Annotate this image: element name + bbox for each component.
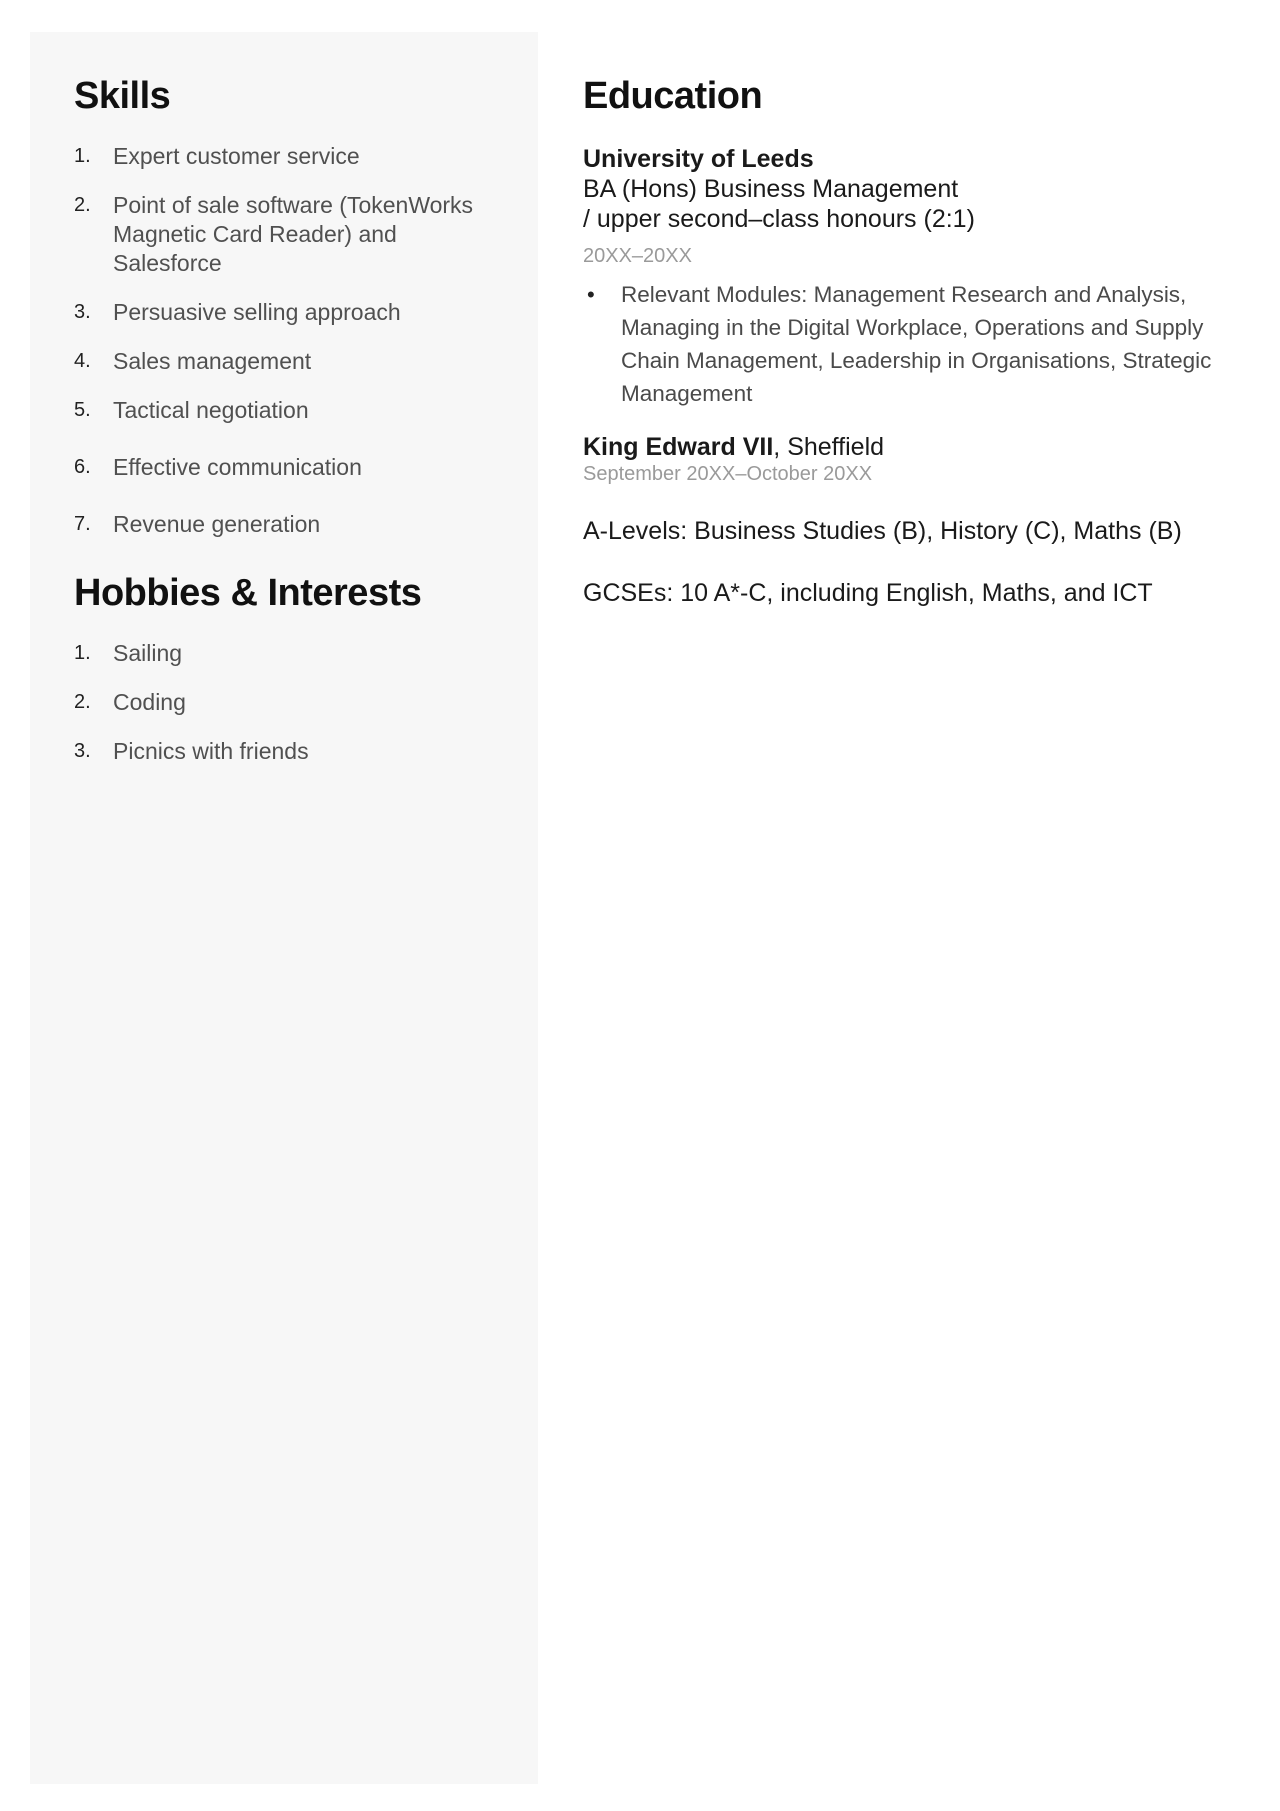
list-item [74,396,498,425]
list-item [74,737,498,766]
hobbies-list [74,639,498,766]
list-number: 3. [74,300,91,323]
a-levels: A-Levels: Business Studies (B), History (C), Maths (B) [583,516,1182,545]
list-item-text: Effective communication [113,453,362,480]
list-item-text: Persuasive selling approach [113,298,401,325]
list-item [74,688,498,717]
school-dates: September 20XX–October 20XX [583,462,873,485]
university-name [583,144,1243,174]
list-item-text: Sailing [113,639,183,666]
skills-list [74,142,498,539]
list-number: 4. [74,349,91,372]
list-number: 1. [74,641,91,664]
list-item [74,639,498,668]
list-number: 2. [74,193,91,216]
list-item-text: Revenue generation [113,510,321,537]
list-item-text: Tactical negotiation [113,396,309,423]
university-name-text: University of Leeds [583,144,814,173]
school-heading [583,432,1243,462]
list-item-text: Point of sale software (TokenWorks Magnetic Card Reader) and Salesforce [113,191,474,276]
school-location: , Sheffield [773,432,885,461]
main-column [583,32,1243,608]
modules-list [583,278,1243,410]
list-item [74,453,498,482]
education-heading: Education [583,75,763,117]
list-number: 6. [74,455,91,478]
list-number: 7. [74,512,91,535]
gcses: GCSEs: 10 A*-C, including English, Maths, and ICT [583,578,1153,607]
skills-heading: Skills [74,75,171,117]
list-item [74,347,498,376]
list-item-text: Sales management [113,347,312,374]
bullet-icon: • [587,281,595,307]
list-number: 3. [74,739,91,762]
degree-line-1: BA (Hons) Business Management [583,174,959,203]
list-item [74,298,498,327]
hobbies-heading: Hobbies & Interests [74,571,422,614]
list-item [74,510,498,539]
list-number: 2. [74,690,91,713]
list-item-text: Expert customer service [113,142,360,169]
sidebar [30,32,538,1784]
list-number: 1. [74,144,91,167]
modules-text: Relevant Modules: Management Research and Analysis, Managing in the Digital Workplace, Operations and Supply Chain Management, Leadership in Organisations, Strategic Management [621,281,1212,406]
list-item-text: Coding [113,688,186,715]
school-name: King Edward VII [583,432,774,461]
degree-line-2: / upper second–class honours (2:1) [583,204,975,233]
list-item [74,191,498,278]
list-item [74,142,498,171]
university-dates: 20XX–20XX [583,244,692,267]
list-item [583,278,1243,410]
list-item-text: Picnics with friends [113,737,309,764]
list-number: 5. [74,398,91,421]
